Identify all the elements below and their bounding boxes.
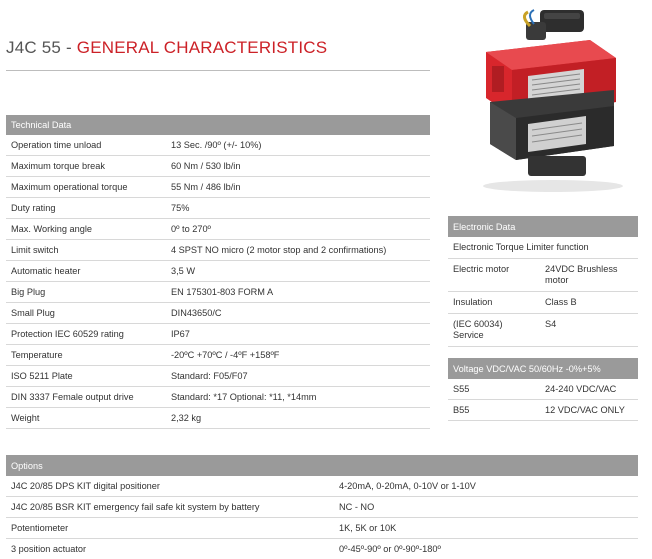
row-label: J4C 20/85 BSR KIT emergency fail safe kit system by battery [6,497,334,518]
table-row [6,303,430,324]
table-row [6,261,430,282]
row-value: 13 Sec. /90º (+/- 10%) [166,135,430,156]
row-value: NC - NO [334,497,638,518]
table-row [448,379,638,400]
row-value: 24-240 VDC/VAC [540,379,638,400]
row-label: S55 [448,379,540,400]
row-label: Maximum operational torque [6,177,166,198]
table-row [448,292,638,314]
table-row [448,314,638,347]
table-row [6,198,430,219]
table-row [6,518,638,539]
table-row [6,408,430,429]
row-label: Potentiometer [6,518,334,539]
row-label: Electric motor [448,259,540,292]
row-value: 12 VDC/VAC ONLY [540,400,638,421]
options-header: Options [6,455,638,476]
row-value: EN 175301-803 FORM A [166,282,430,303]
table-row [6,135,430,156]
row-label: Big Plug [6,282,166,303]
row-value: 0º-45º-90º or 0º-90º-180º [334,539,638,559]
row-label: Insulation [448,292,540,314]
row-value: Class B [540,292,638,314]
actuator-product-image [468,6,638,196]
row-value: Standard: F05/F07 [166,366,430,387]
row-label: ISO 5211 Plate [6,366,166,387]
title-divider [6,70,430,71]
table-row [6,497,638,518]
table-row [6,366,430,387]
row-label: Protection IEC 60529 rating [6,324,166,345]
row-value: -20ºC +70ºC / -4ºF +158ºF [166,345,430,366]
table-row [6,240,430,261]
row-label: 3 position actuator [6,539,334,559]
bottom-plate [528,156,586,176]
table-row [6,387,430,408]
row-value: Standard: *17 Optional: *11, *14mm [166,387,430,408]
row-label: Automatic heater [6,261,166,282]
row-value: 24VDC Brushless motor [540,259,638,292]
table-row [6,345,430,366]
table-row [6,177,430,198]
title-heading: GENERAL CHARACTERISTICS [76,38,328,57]
row-label: J4C 20/85 DPS KIT digital positioner [6,476,334,497]
electronic-data-header: Electronic Data [448,216,638,237]
table-row [6,476,638,497]
row-label: Maximum torque break [6,156,166,177]
product-shadow [483,180,623,192]
model-name: J4C 55 [6,38,62,57]
voltage-header: Voltage VDC/VAC 50/60Hz -0%+5% [448,358,638,379]
table-row [6,324,430,345]
row-value: 2,32 kg [166,408,430,429]
page-title [6,38,327,58]
torque-limiter-cell: Electronic Torque Limiter function [448,237,638,259]
row-value: 60 Nm / 530 lb/in [166,156,430,177]
row-value: 0º to 270º [166,219,430,240]
row-label: B55 [448,400,540,421]
row-label: (IEC 60034) Service [448,314,540,347]
row-label: Duty rating [6,198,166,219]
row-label: Small Plug [6,303,166,324]
electronic-data-table [448,216,638,347]
row-label: Limit switch [6,240,166,261]
row-label: Temperature [6,345,166,366]
table-row [448,237,638,259]
row-value: S4 [540,314,638,347]
table-row [6,219,430,240]
row-value: 75% [166,198,430,219]
row-value: 4-20mA, 0-20mA, 0-10V or 1-10V [334,476,638,497]
technical-data-header: Technical Data [6,115,430,135]
voltage-table [448,358,638,421]
row-value: IP67 [166,324,430,345]
table-row [448,259,638,292]
row-label: Operation time unload [6,135,166,156]
title-separator: - [61,38,77,57]
row-value: 4 SPST NO micro (2 motor stop and 2 confirmations) [166,240,430,261]
row-value: 55 Nm / 486 lb/in [166,177,430,198]
table-row [6,282,430,303]
table-row [448,400,638,421]
row-value: 1K, 5K or 10K [334,518,638,539]
row-value: 3,5 W [166,261,430,282]
row-label: DIN 3337 Female output drive [6,387,166,408]
row-value: DIN43650/C [166,303,430,324]
options-table [6,455,638,559]
table-row [6,156,430,177]
table-row [6,539,638,559]
row-label: Max. Working angle [6,219,166,240]
technical-data-table [6,115,430,429]
row-label: Weight [6,408,166,429]
